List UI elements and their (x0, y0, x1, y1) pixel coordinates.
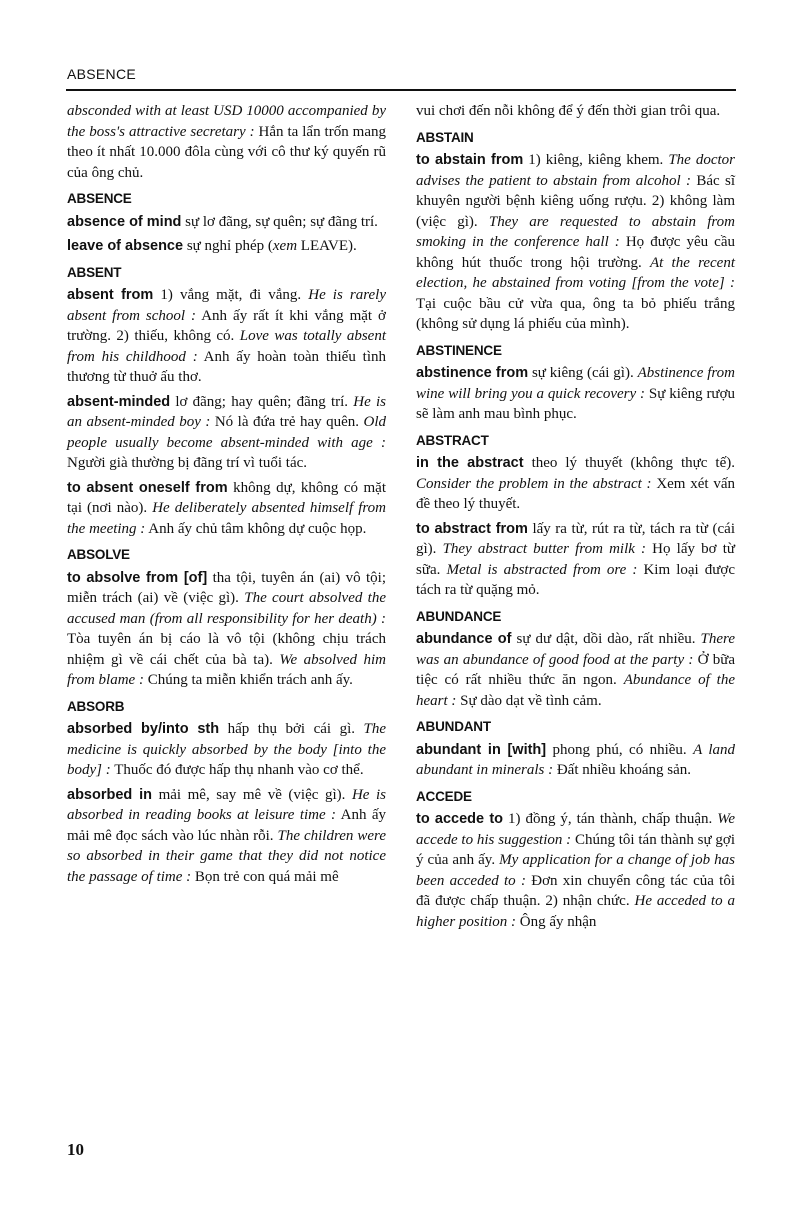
example-text: The court absolved the accused man (from all responsibility for her death) : (67, 590, 386, 627)
definition-text: sự kiêng (cái gì). (528, 365, 638, 381)
section-heading-abstinence: ABSTINENCE (416, 342, 502, 358)
entry-absorbed-in (67, 785, 386, 888)
definition-text: Đất nhiều khoáng sản. (553, 762, 691, 778)
example-text: Abstinence from wine will bring you a quick recovery : (416, 365, 736, 402)
definition-text: lơ đãng; hay quên; đãng trí. (170, 393, 354, 410)
headword: absorbed by/into sth (67, 721, 220, 737)
entry-absent-minded (67, 392, 386, 474)
section-heading-absorb: ABSORB (67, 698, 125, 714)
definition-text: sự dư dật, dồi dào, rất nhiều. (511, 631, 701, 647)
headword: absence of mind (67, 213, 182, 230)
entry-absent-oneself (67, 478, 386, 540)
example-text: Consider the problem in the abstract : (416, 475, 652, 492)
headword: abundance of (416, 631, 512, 647)
definition-text: 1) vắng mặt, đi vắng. (153, 287, 309, 303)
headword: to absolve from [of] (67, 569, 208, 586)
example-text: He acceded to a higher position : (416, 893, 735, 930)
example-text: They abstract butter from milk : (442, 541, 647, 557)
example-text: The medicine is quickly absorbed by the body [into the body] : (67, 721, 387, 778)
entry-abstract-from (416, 519, 735, 601)
section-heading-absence: ABSENCE (67, 191, 132, 206)
headword: to accede to (416, 811, 504, 827)
definition-text: 1) kiêng, kiêng khem. (523, 152, 669, 168)
definition-text: Sự dào dạt về tình cảm. (456, 692, 602, 709)
section-heading-absolve: ABSOLVE (67, 547, 130, 562)
example-text: He is rarely absent from school : (67, 287, 386, 324)
entry-accede-to (416, 809, 735, 932)
definition-text: Kim loại được tách ra từ quặng mỏ. (416, 561, 735, 598)
example-text: A land abundant in minerals : (416, 741, 736, 778)
section-heading-abstract: ABSTRACT (416, 432, 489, 448)
example-text: Love was totally absent from his childhood : (67, 328, 386, 365)
entry-absolve-from (67, 568, 386, 691)
entry-continuation: vui chơi đến nỗi không để ý đến thời gian trôi qua. (416, 103, 721, 119)
entry-absence-of-mind (67, 212, 386, 233)
definition-text: Bác sĩ khuyên người bệnh kiêng uống rượu. 2) không làm (việc gì). (416, 172, 735, 230)
entry-in-the-abstract (416, 453, 735, 515)
entry-abstinence-from (416, 363, 735, 425)
header-rule (66, 89, 736, 91)
headword: in the abstract (416, 455, 524, 471)
definition-text: Anh ấy chủ tâm không dự cuộc họp. (145, 520, 367, 537)
definition-text: Tòa tuyên án bị cáo là vô tội (không chịu trách nhiệm gì về cái chết của bà ta). (67, 631, 386, 668)
section-heading-abundance: ABUNDANCE (416, 608, 502, 624)
definition-text: Họ được yêu cầu không hút thuốc trong hội trường. (416, 234, 735, 271)
example-text: There was an abundance of good food at the party : (416, 631, 735, 668)
example-text: They are requested to abstain from smoking in the conference hall : (416, 213, 735, 250)
right-column (416, 101, 735, 936)
entry-continuation (67, 101, 386, 183)
headword: absorbed in (67, 786, 152, 803)
headword: absent-minded (67, 393, 171, 410)
headword: to abstain from (416, 152, 524, 168)
section-heading-abundant: ABUNDANT (416, 719, 491, 734)
definition-text: Bọn trẻ con quá mải mê (191, 868, 339, 885)
definition-text: tha tội, tuyên án (ai) vô tội; miễn trách (ai) về (việc gì). (67, 569, 386, 606)
definition-text: hấp thụ bởi cái gì. (219, 721, 364, 737)
definition-text: Sự kiêng rượu sẽ làm anh mau bình phục. (416, 385, 735, 422)
entry-abundance-of (416, 629, 735, 711)
definition-text: Ông ấy nhận (516, 913, 597, 930)
definition-text: Ở bữa tiệc có rất nhiều thức ăn ngon. (416, 651, 735, 688)
section-heading-accede: ACCEDE (416, 788, 472, 804)
headword: leave of absence (67, 238, 184, 254)
definition-text: Họ lấy bơ từ sữa. (416, 541, 735, 578)
example-text: We absolved him from blame : (67, 651, 386, 688)
example-text: Old people usually become absent-minded with age : (67, 414, 386, 451)
example-text: He is an absent-minded boy : (67, 393, 386, 430)
definition-text: 1) đồng ý, tán thành, chấp thuận. (503, 811, 718, 827)
definition-text: Anh ấy mải mê đọc sách vào lúc nhàn rỗi. (67, 807, 386, 844)
headword: to absent oneself from (67, 479, 228, 496)
definition-text: Đơn xin chuyển công tác của tôi đã được chấp thuận. 2) nhận chức. (416, 872, 735, 909)
headword: abundant in [with] (416, 741, 547, 758)
cross-reference: xem (272, 238, 298, 254)
example-text: absconded with at least USD 10000 accompanied by the boss's attractive secretary : (67, 103, 386, 140)
example-text: He is absorbed in reading books at leisure time : (67, 786, 386, 823)
definition-text: Người già thường bị đãng trí vì tuổi tác. (67, 455, 308, 471)
example-text: We accede to his suggestion : (416, 811, 735, 848)
definition-text: sự nghỉ phép ( (183, 238, 273, 254)
entry-abstain-from (416, 150, 735, 335)
headword: abstinence from (416, 365, 529, 381)
entry-absent-from (67, 285, 386, 388)
definition-text: Chúng tôi tán thành sự gợi ý của anh ấy. (416, 831, 735, 868)
definition-text: phong phú, có nhiều. (546, 741, 694, 758)
definition-text: Anh ấy hoàn toàn thiếu tình thương từ thuở ấu thơ. (67, 348, 386, 385)
entry-leave-of-absence (67, 236, 386, 257)
example-text: The children were so absorbed in their game that they did not notice the passage of time : (67, 827, 386, 885)
definition-text: theo lý thuyết (không thực tế). (523, 455, 735, 471)
headword: to abstract from (416, 520, 528, 537)
headword: absent from (67, 287, 154, 303)
section-heading-abstain: ABSTAIN (416, 129, 474, 145)
definition-text: lấy ra từ, rút ra từ, tách ra từ (cái gì). (416, 520, 735, 557)
example-text: Abundance of the heart : (416, 672, 735, 709)
definition-text: Xem xét vấn đề theo lý thuyết. (416, 475, 735, 512)
example-text: He deliberately absented himself from the meeting : (67, 500, 386, 537)
running-head: ABSENCE (67, 66, 137, 82)
definition-text: Tại cuộc bầu cử vừa qua, ông ta bỏ phiếu trắng (không sử dụng lá phiếu của mình). (416, 295, 735, 332)
definition-text: không dự, không có mặt tại (nơi nào). (67, 479, 386, 516)
entry-absorbed-by (67, 719, 386, 781)
definition-text: Thuốc đó được hấp thụ nhanh vào cơ thể. (110, 762, 364, 778)
example-text: At the recent election, he abstained from voting [from the vote] : (416, 254, 735, 291)
page-number: 10 (67, 1140, 84, 1159)
definition-text: mải mê, say mê về (việc gì). (152, 786, 352, 803)
entry-abundant-in (416, 740, 735, 781)
section-heading-absent: ABSENT (67, 264, 122, 280)
definition-text: LEAVE). (297, 238, 357, 254)
example-text: My application for a change of job has been acceded to : (416, 852, 735, 889)
definition-text: Hắn ta lẩn trốn mang theo ít nhất 10.000 đôla cùng với cô thư ký quyến rũ của ông chủ. (67, 123, 386, 181)
definition-text: Anh ấy rất ít khi vắng mặt ở trường. 2) thiếu, không có. (67, 307, 386, 344)
definition-text: Chúng ta miễn khiển trách anh ấy. (143, 672, 353, 688)
left-column (67, 101, 386, 891)
example-text: The doctor advises the patient to abstain from alcohol : (416, 152, 735, 189)
example-text: Metal is abstracted from ore : (446, 561, 638, 578)
definition-text: Nó là đứa trẻ hay quên. (210, 414, 364, 430)
definition-text: sự lơ đãng, sự quên; sự đãng trí. (181, 213, 378, 230)
